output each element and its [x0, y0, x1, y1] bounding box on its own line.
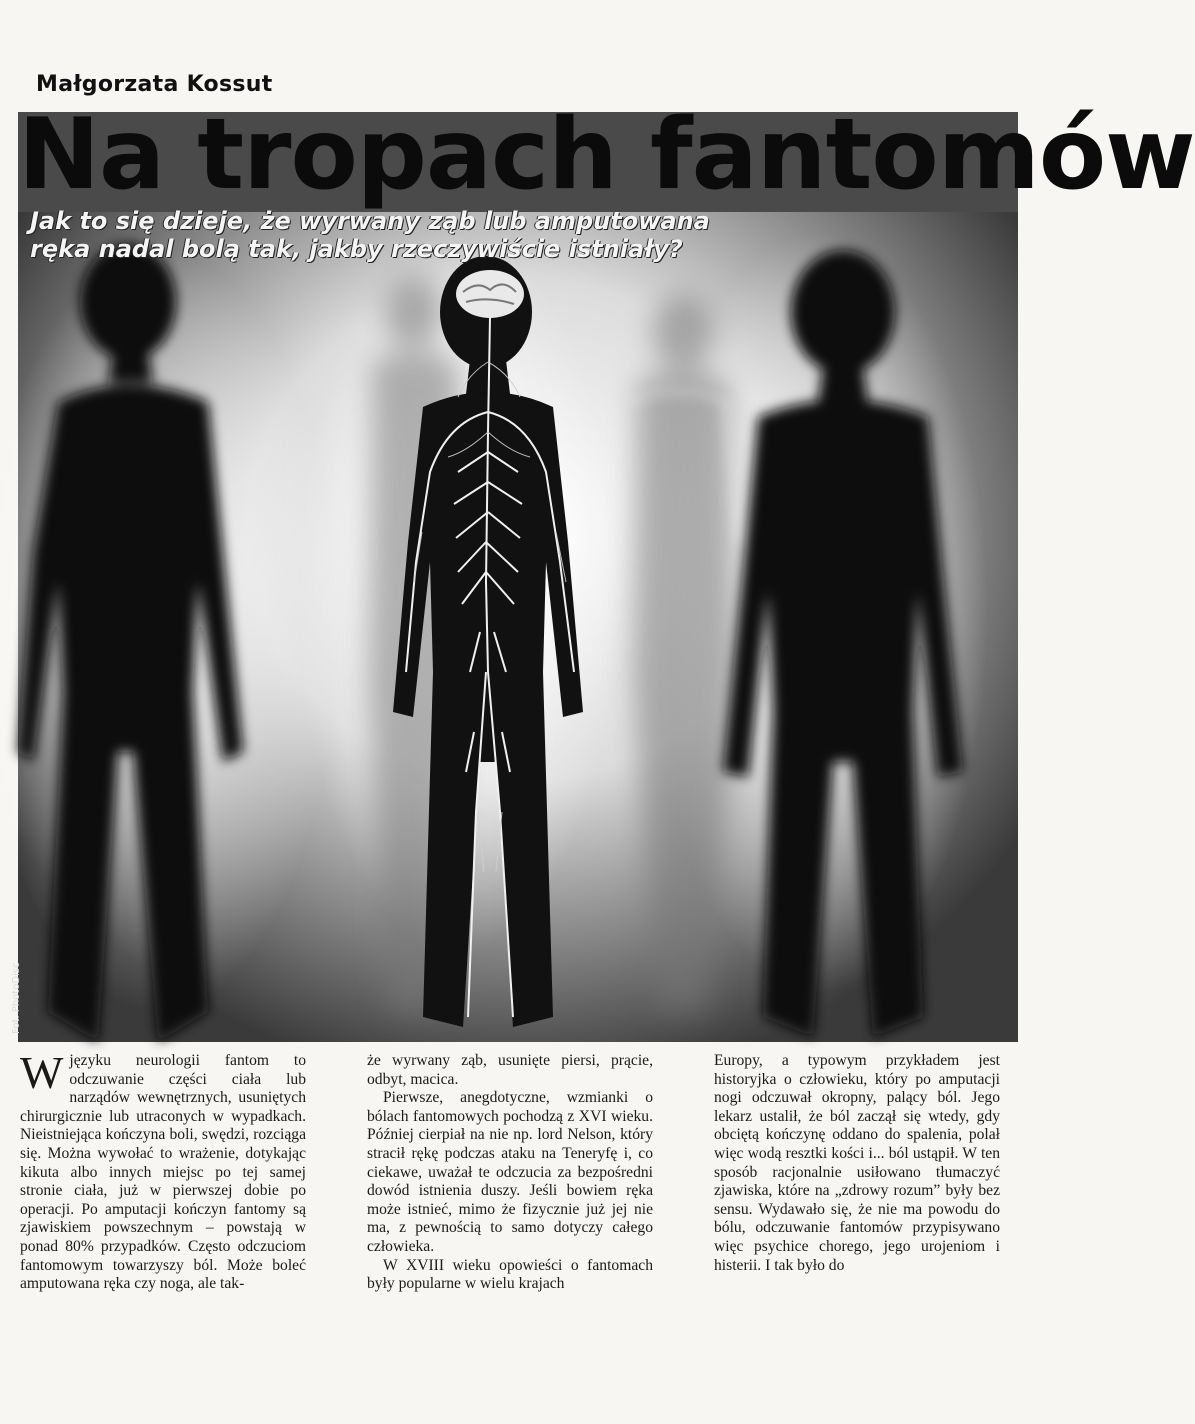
paragraph: że wyrwany ząb, usunięte piersi, prącie, odbyt, macica.: [367, 1052, 653, 1088]
column-3: [714, 1052, 1000, 1294]
photo-credit: Fot. PhotoDisc: [11, 962, 22, 1034]
paragraph: Pierwsze, anegdotyczne, wzmianki o bólach fantomowych pochodzą z XVI wieku. Później cierpiał na nie np. lord Nelson, który stracił rękę podczas ataku na Teneryfę i, co ciekawe, uważał te odczucia za bezpośredni dowód istnienia duszy. Jeśli bowiem ręka może istnieć, mimo że fizycznie już jej nie ma, z pewnością to samo dotyczy całego człowieka.: [367, 1089, 653, 1255]
column-2: [367, 1052, 653, 1294]
hero-photo: [11, 98, 1195, 1042]
author-name: Małgorzata Kossut: [36, 72, 273, 97]
paragraph: [20, 1047, 306, 1294]
article-title: Na tropach fantomów: [18, 98, 1195, 212]
paragraph-text: języku neurologii fantom to odczuwanie części ciała lub narządów wewnętrznych, usuniętych chirurgicznie lub utraconych w wypadkach. Nieistniejąca kończyna boli, swędzi, rozciąga się. Można wywołać to wrażenie, dotykając kikuta albo innych miejsc po tej samej stronie ciała, już w pierwszej dobie po operacji. Po amputacji kończyn fantomy są zjawiskiem powszechnym – powstają w ponad 80% przypadków. Często odczuciom fantomowym towarzyszy ból. Może boleć amputowana ręka czy noga, ale tak-: [20, 1052, 306, 1293]
drop-cap: W: [20, 1047, 64, 1098]
paragraph: Europy, a typowym przykładem jest historyjka o człowieku, który po amputacji nogi odczuwał okropny, palący ból. Jego lekarz ustalił, że ból zaczął się wtedy, gdy obciętą kończynę oddano do spalenia, polał więc wodą resztki kości i... ból ustąpił. W ten sposób racjonalnie usiłowano tłumaczyć zjawiska, które na „zdrowy rozum” były bez sensu. Wydawało się, że nie ma powodu do bólu, odczuwanie fantomów przypisywano więc psychice chorego, jego urojeniom i histerii. I tak było do: [714, 1052, 1000, 1274]
article-body: [20, 1047, 1000, 1294]
column-1: [20, 1047, 306, 1294]
article-subtitle: Jak to się dzieje, że wyrwany ząb lub amputowana ręka nadal bolą tak, jakby rzeczywiście istniały?: [30, 207, 710, 263]
paragraph: W XVIII wieku opowieści o fantomach były popularne w wielu krajach: [367, 1256, 653, 1293]
